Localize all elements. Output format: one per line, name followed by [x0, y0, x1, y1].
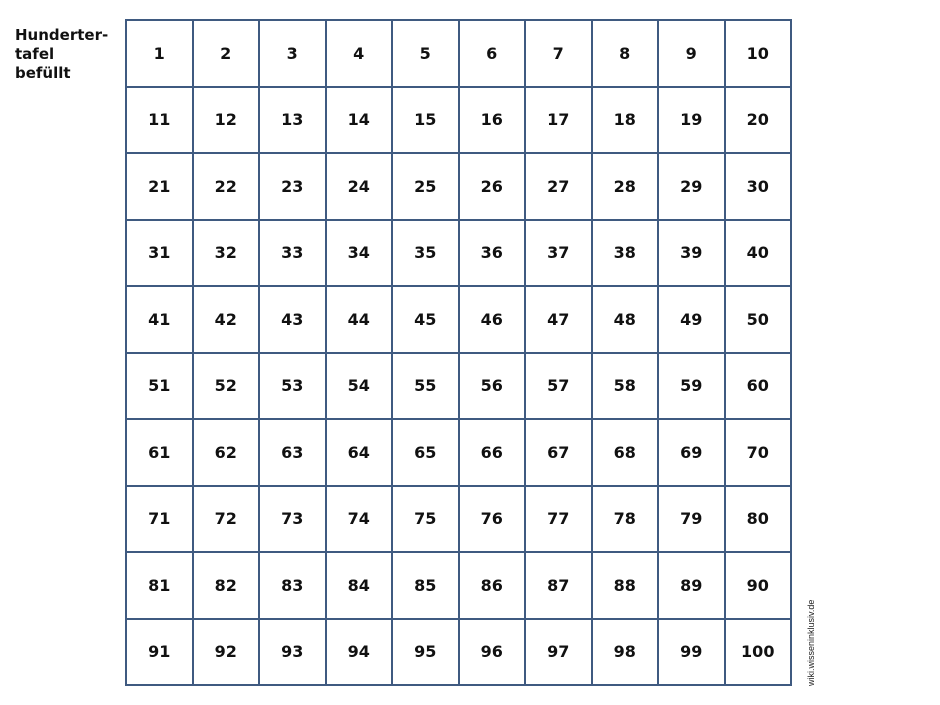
grid-cell: 35 [393, 221, 460, 288]
grid-cell: 89 [659, 553, 726, 620]
grid-cell: 97 [526, 620, 593, 687]
grid-cell: 17 [526, 88, 593, 155]
grid-cell: 57 [526, 354, 593, 421]
grid-cell: 49 [659, 287, 726, 354]
grid-cell: 68 [593, 420, 660, 487]
source-credit: wiki.wisseninklusiv.de [806, 599, 816, 686]
grid-cell: 45 [393, 287, 460, 354]
grid-cell: 54 [327, 354, 394, 421]
title-line-3: befüllt [15, 64, 71, 82]
grid-cell: 7 [526, 21, 593, 88]
grid-cell: 61 [127, 420, 194, 487]
grid-cell: 40 [726, 221, 793, 288]
grid-cell: 77 [526, 487, 593, 554]
grid-cell: 51 [127, 354, 194, 421]
grid-cell: 66 [460, 420, 527, 487]
grid-cell: 34 [327, 221, 394, 288]
grid-cell: 22 [194, 154, 261, 221]
grid-cell: 59 [659, 354, 726, 421]
grid-cell: 8 [593, 21, 660, 88]
grid-cell: 25 [393, 154, 460, 221]
grid-cell: 93 [260, 620, 327, 687]
grid-cell: 47 [526, 287, 593, 354]
grid-cell: 14 [327, 88, 394, 155]
grid-cell: 72 [194, 487, 261, 554]
grid-cell: 73 [260, 487, 327, 554]
grid-cell: 78 [593, 487, 660, 554]
grid-cell: 28 [593, 154, 660, 221]
grid-cell: 79 [659, 487, 726, 554]
grid-cell: 19 [659, 88, 726, 155]
grid-cell: 62 [194, 420, 261, 487]
grid-cell: 71 [127, 487, 194, 554]
grid-cell: 56 [460, 354, 527, 421]
grid-cell: 53 [260, 354, 327, 421]
grid-cell: 13 [260, 88, 327, 155]
grid-cell: 32 [194, 221, 261, 288]
grid-cell: 10 [726, 21, 793, 88]
grid-cell: 38 [593, 221, 660, 288]
grid-cell: 26 [460, 154, 527, 221]
grid-cell: 44 [327, 287, 394, 354]
grid-cell: 64 [327, 420, 394, 487]
grid-cell: 42 [194, 287, 261, 354]
grid-cell: 20 [726, 88, 793, 155]
grid-cell: 39 [659, 221, 726, 288]
grid-cell: 91 [127, 620, 194, 687]
grid-cell: 83 [260, 553, 327, 620]
grid-cell: 94 [327, 620, 394, 687]
grid-cell: 41 [127, 287, 194, 354]
grid-cell: 76 [460, 487, 527, 554]
grid-cell: 84 [327, 553, 394, 620]
grid-cell: 95 [393, 620, 460, 687]
grid-cell: 81 [127, 553, 194, 620]
grid-cell: 86 [460, 553, 527, 620]
grid-cell: 55 [393, 354, 460, 421]
grid-cell: 24 [327, 154, 394, 221]
grid-cell: 3 [260, 21, 327, 88]
grid-cell: 15 [393, 88, 460, 155]
grid-cell: 99 [659, 620, 726, 687]
grid-cell: 33 [260, 221, 327, 288]
grid-cell: 100 [726, 620, 793, 687]
title-line-1: Hunderter- [15, 26, 109, 44]
grid-cell: 52 [194, 354, 261, 421]
grid-cell: 46 [460, 287, 527, 354]
grid-cell: 87 [526, 553, 593, 620]
grid-cell: 48 [593, 287, 660, 354]
grid-cell: 31 [127, 221, 194, 288]
grid-cell: 69 [659, 420, 726, 487]
grid-cell: 43 [260, 287, 327, 354]
grid-cell: 27 [526, 154, 593, 221]
grid-cell: 82 [194, 553, 261, 620]
grid-cell: 6 [460, 21, 527, 88]
grid-cell: 92 [194, 620, 261, 687]
grid-cell: 90 [726, 553, 793, 620]
grid-cell: 70 [726, 420, 793, 487]
grid-cell: 63 [260, 420, 327, 487]
page-title [15, 26, 120, 83]
title-line-2: tafel [15, 45, 55, 63]
grid-cell: 4 [327, 21, 394, 88]
grid-cell: 1 [127, 21, 194, 88]
grid-cell: 9 [659, 21, 726, 88]
grid-cell: 12 [194, 88, 261, 155]
grid-cell: 11 [127, 88, 194, 155]
grid-cell: 23 [260, 154, 327, 221]
grid-cell: 16 [460, 88, 527, 155]
grid-cell: 98 [593, 620, 660, 687]
hundred-table-grid [125, 19, 792, 686]
grid-cell: 58 [593, 354, 660, 421]
grid-cell: 75 [393, 487, 460, 554]
grid-cell: 74 [327, 487, 394, 554]
grid-cell: 96 [460, 620, 527, 687]
grid-cell: 65 [393, 420, 460, 487]
grid-cell: 60 [726, 354, 793, 421]
grid-cell: 18 [593, 88, 660, 155]
grid-cell: 50 [726, 287, 793, 354]
grid-cell: 85 [393, 553, 460, 620]
grid-cell: 29 [659, 154, 726, 221]
grid-cell: 37 [526, 221, 593, 288]
grid-cell: 2 [194, 21, 261, 88]
grid-cell: 67 [526, 420, 593, 487]
grid-cell: 80 [726, 487, 793, 554]
grid-cell: 30 [726, 154, 793, 221]
grid-cell: 88 [593, 553, 660, 620]
grid-cell: 21 [127, 154, 194, 221]
grid-cell: 5 [393, 21, 460, 88]
grid-cell: 36 [460, 221, 527, 288]
